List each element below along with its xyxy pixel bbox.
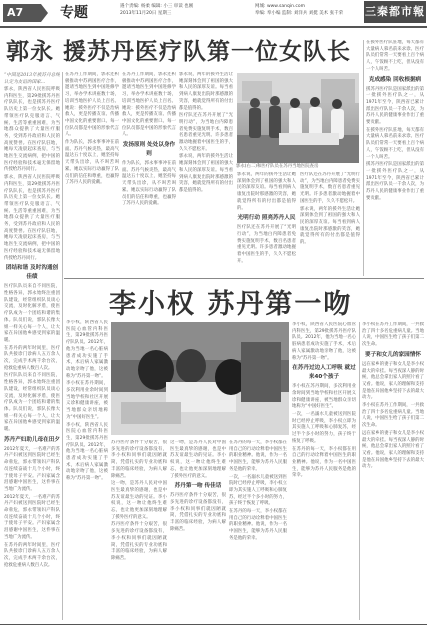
column-l-body2: 远在家乡的妻子和女儿是李小权最大的牵挂。每当夜深人静的时候，他总会拿出家人的照片看了又看。他说，家人的理解和支持是他在异国他乡坚持下去的最大动力。 [362,361,424,401]
photo-medical-team-image [237,73,359,163]
column-k-subhead: 在苏丹过边人工呼吸 就过来40个孩子 [292,365,356,381]
column-a-body2: 医疗队队员来自不同医院，性格各异，郭永始终注重团队建设，经常组织队员谈心交流，及时化解矛盾，使医疗队成为一个团结和谐的集体。队员们说，郭队长像大姐一样关心每一个人，让大家在异国他乡感受到家的温暖。 [4,284,60,343]
column-a-body: 郭永，陕西省人民医院呼吸内科医生，第29批援苏丹医疗队队长，也是援苏丹医疗队历史上第一位女队长。她带领医疗队克服语言、气候、生活等重重困难，为当地群众提供了大量医疗服务，受到苏丹政府和人民的高度赞誉。在医疗队驻地，她每天凌晨起床查房，与当地医生交流病例，把中国的医疗经验和技术毫无保留地传授给苏丹同行。 [4,87,60,173]
column-j-body2: 一次，一名溺水儿童被送到医院时已经停止呼吸，李小权立即为其实施人工呼吸和心肺复苏，经过半个多小时的努力，孩子终于恢复了呼吸。 [229,474,287,507]
column-a-subhead-2: 苏丹产妇助儿母在田夕 [4,436,60,443]
column-i-subhead: 苏丹第一吻 传佳话 [174,483,222,490]
column-g-body2: 李小权在苏丹期间，多次利用业余时间到当地学校和社区开展义诊和健康讲座，被当地群众亲切地称为“中国好医生”。 [66,381,108,420]
column-g-body: 李小权，陕西省人民医院心血管内科医生，第29批援苏丹医疗队队员。2012年，他为当地一名心脏病患者成功实施了手术，术后病人家属激动地亲吻了他，这被称为“苏丹第一吻”。 [66,320,108,379]
column-l-body4: 远在家乡的妻子和女儿是李小权最大的牵挂。每当夜深人静的时候，他总会拿出家人的照片看了又看。他说，家人的理解和支持是他在异国他乡坚持下去的最大动力。 [362,430,424,470]
column-f-subhead: 克成感染 回收根据病 [368,76,422,83]
column-b [65,72,119,276]
column-e-subhead: 光明行动 照亮苏丹人民 [237,215,296,222]
column-g-body3: 李小权，陕西省人民医院心血管内科医生，第29批援苏丹医疗队队员。2012年，他为当地一名心脏病患者成功实施了手术，术后病人家属激动地亲吻了他，这被称为“苏丹第一吻”。 [66,422,108,482]
column-a-body4: 2012年夏天，一名难产的苏丹产妇被送到医院时已经生命垂危，郭永带领妇产科队员连续奋战十几个小时，终于使母子平安。产妇家属含泪感谢中国医生，这件事在当地广为流传。 [4,446,60,492]
column-a-quote: “中国是2013年被苏丹总统认定为友谊的国家... [4,73,60,85]
column-c-body2: 作为队长，郭永事事冲在前面。苏丹气候炎热，最高气温达五十度以上，她坚持每天带头出诊，从不叫苦叫累。她以实际行动赢得了队员们的信任和尊重，也赢得了苏丹人民的爱戴。 [122,161,176,207]
column-d-body2: 医疗队还在苏丹开展了“光明行动”，为当地白内障患者免费实施复明手术，数百名患者重见光明。许多患者激动地握着中国医生的手，久久不愿松开。 [179,113,233,152]
section-title: 专题 [60,5,88,21]
photo-sudan-kiss [111,322,289,435]
column-k [292,322,356,620]
column-h-body: 苏丹医疗条件十分艰苦，很多先进的诊疗设备都没有，李小权和同事们就因陋就简，凭借扎实的专业功底和丰富的临床经验，为病人解除痛苦。 [111,440,167,479]
column-h-body2: 这一吻，是苏丹人民对中国医生最真挚的感谢，也是中苏友谊最生动的见证。李小权说，这一吻让他终生难忘，也让他更加深刻地理解了援外医疗的意义。 [111,481,167,520]
column-c-body: 在苏丹工作期间，郭永还积极推动中苏两国医疗合作，邀请当地医生到中国进修学习，举办学术讲座数十场，培训当地医护人员上百名。她说：援外医疗不仅是治病救人，更是传播友谊、传播中国文化的重要窗口。每一位队员都是中国的形象代言人。 [122,72,176,138]
column-a-body3: 在苏丹的两年时间里，医疗队共接诊门诊病人五万余人次，完成手术两千余台次，抢救危重病人数百人次。 [4,345,60,371]
divider [359,322,360,620]
column-a-subhead: 团结和谐 及时沟通创佳绩 [5,265,59,281]
column-j-body: 在苏丹的每一天，李小权都在用自己的行动诠释着中国医生的职业精神。他说，作为一名中国医生，能够为苏丹人民服务是他的荣幸。 [229,440,287,472]
column-k-body3: 一次，一名溺水儿童被送到医院时已经停止呼吸，李小权立即为其实施人工呼吸和心肺复苏，经过半个多小时的努力，孩子终于恢复了呼吸。 [292,412,356,444]
divider [363,40,364,276]
column-l [362,322,424,620]
column-f-body4: 援苏丹医疗队是国家派出的第一批援外医疗队之一，从1971年至今，陕西省已累计派出医疗队员一千余人次，为苏丹人民的健康事业作出了重要贡献。 [366,162,424,201]
photo-medical-team [237,73,359,163]
photo-medical-team-caption: 郭永(右二)和医疗队员在苏丹当地医院查房 [236,164,319,169]
column-a-body3-cont: 在苏丹的两年时间里，医疗队共接诊门诊病人五万余人次，完成手术两千余台次，抢救危重病人数百人次。 [4,542,60,568]
column-a [4,72,60,620]
page-number: A7 [3,4,41,22]
column-f-body3: 在援外医疗队驻地，每天都有大量病人慕名前来求诊。医疗队员们常常一天要看上百个病人，午饭顾不上吃，但从没有一个人叫苦。 [366,127,424,160]
header-rule [0,26,427,28]
column-g [66,320,108,620]
column-d [179,72,233,276]
footer-rule [0,624,427,625]
column-c [122,72,176,276]
column-f-body2: 援苏丹医疗队是国家派出的第一批援外医疗队之一，从1971年至今，陕西省已累计派出医疗队员一千余人次，为苏丹人民的健康事业作出了重要贡献。 [366,86,424,126]
column-d-body: 郭永说，两年的援外生活让她深刻体会到了祖国的强大和人民的深厚友谊。每当看到病人康复出院时那感激的笑容，她就觉得所有的付出都是值得的。 [179,72,233,111]
column-c-subhead: 发扬原则 处处以身作则 [122,142,176,158]
column-d-body3: 郭永说，两年的援外生活让她深刻体会到了祖国的强大和人民的深厚友谊。每当看到病人康复出院时那感激的笑容，她就觉得所有的付出都是值得的。 [179,154,233,193]
column-k-body2: 李小权在苏丹期间，多次利用业余时间到当地学校和社区开展义诊和健康讲座，被当地群众亲切地称为“中国好医生”。 [292,384,356,410]
column-i-body: 这一吻，是苏丹人民对中国医生最真挚的感谢，也是中苏友谊最生动的见证。李小权说，这一吻让他终生难忘，也让他更加深刻地理解了援外医疗的意义。 [170,440,226,479]
photo-sudan-kiss-image [111,322,289,435]
column-j [229,440,287,620]
column-e2-body: 医疗队还在苏丹开展了“光明行动”，为当地白内障患者免费实施复明手术，数百名患者重见光明。许多患者激动地握着中国医生的手，久久不愿松开。 [300,172,360,204]
headline-top: 郭永 援苏丹医疗队第一位女队长 [6,39,352,65]
column-e-body2: 医疗队还在苏丹开展了“光明行动”，为当地白内障患者免费实施复明手术，数百名患者重见光明。许多患者激动地握着中国医生的手，久久不愿松开。 [237,225,296,264]
column-e2 [300,172,360,276]
column-i-body2: 苏丹医疗条件十分艰苦，很多先进的诊疗设备都没有，李小权和同事们就因陋就简，凭借扎实的专业功底和丰富的临床经验，为病人解除痛苦。 [170,493,226,532]
column-a-body-cont: 郭永，陕西省人民医院呼吸内科医生，第29批援苏丹医疗队队长，也是援苏丹医疗队历史上第一位女队长。她带领医疗队克服语言、气候、生活等重重困难，为当地群众提供了大量医疗服务，受到苏丹政府和人民的高度赞誉。在医疗队驻地，她每天凌晨起床查房，与当地医生交流病例，把中国的医疗经验和技术毫无保留地传授给苏丹同行。 [4,175,60,261]
column-e-body: 郭永说，两年的援外生活让她深刻体会到了祖国的强大和人民的深厚友谊。每当看到病人康复出院时那感激的笑容，她就觉得所有的付出都是值得的。 [237,172,296,211]
section-separator [64,278,424,279]
column-j-body3: 在苏丹的每一天，李小权都在用自己的行动诠释着中国医生的职业精神。他说，作为一名中国医生，能够为苏丹人民服务是他的荣幸。 [229,509,287,541]
column-l-body: 李小权在苏丹工作期间，一共救治了四十多名危重病儿童。当地人说，中国医生给了孩子们第二次生命。 [362,322,424,348]
column-b-body-cont: 作为队长，郭永事事冲在前面。苏丹气候炎热，最高气温达五十度以上，她坚持每天带头出诊，从不叫苦叫累。她以实际行动赢得了队员们的信任和尊重，也赢得了苏丹人民的爱戴。 [65,140,119,186]
header-meta-right [255,3,363,17]
column-a-body2-cont: 医疗队队员来自不同医院，性格各异，郭永始终注重团队建设，经常组织队员谈心交流，及时化解矛盾，使医疗队成为一个团结和谐的集体。队员们说，郭队长像大姐一样关心每一个人，让大家在异国他乡感受到家的温暖。 [4,373,60,433]
meta-date: 2013年11月20日 星期三 [120,11,172,16]
column-h-body3: 苏丹医疗条件十分艰苦，很多先进的诊疗设备都没有，李小权和同事们就因陋就简，凭借扎实的专业功底和丰富的临床经验，为病人解除痛苦。 [111,522,167,561]
meta-website: 网城: www.sanqin.com [255,4,305,9]
headline-mid: 李小权 苏丹第一吻 [109,289,353,320]
divider [62,72,63,620]
meta-editors: 遇个责编: 杨柔 编辑: 小三 审读 也刚 [120,4,194,9]
column-f-body: 在援外医疗队驻地，每天都有大量病人慕名前来求诊。医疗队员们常常一天要看上百个病人，午饭顾不上吃，但从没有一个人叫苦。 [366,40,424,72]
meta-staff: 奉编: 奉小编 监制: 刘洋兵 刘挺 美术 张千荣 [255,11,344,16]
column-e2-body2: 郭永说，两年的援外生活让她深刻体会到了祖国的强大和人民的深厚友谊。每当看到病人康复出院时那感激的笑容，她就觉得所有的付出都是值得的。 [300,206,360,246]
column-l-subhead: 要子和女儿的家园情怀 [365,351,421,358]
header-meta-left [120,3,220,17]
column-l-body3: 李小权在苏丹工作期间，一共救治了四十多名危重病儿童。当地人说，中国医生给了孩子们第二次生命。 [362,403,424,429]
column-k-body4: 在苏丹的每一天，李小权都在用自己的行动诠释着中国医生的职业精神。他说，作为一名中国医生，能够为苏丹人民服务是他的荣幸。 [292,446,356,479]
column-a-body4-cont: 2012年夏天，一名难产的苏丹产妇被送到医院时已经生命垂危，郭永带领妇产科队员连续奋战十几个小时，终于使母子平安。产妇家属含泪感谢中国医生，这件事在当地广为流传。 [4,494,60,540]
newspaper-logo: 三秦都市報 [364,1,426,23]
column-i [170,440,226,620]
column-b-body: 在苏丹工作期间，郭永还积极推动中苏两国医疗合作，邀请当地医生到中国进修学习，举办学术讲座数十场，培训当地医护人员上百名。她说：援外医疗不仅是治病救人，更是传播友谊、传播中国文化的重要窗口。每一位队员都是中国的形象代言人。 [65,72,119,138]
page-header [0,0,427,27]
column-e [237,172,296,276]
column-f [366,40,424,276]
column-k-body: 李小权，陕西省人民医院心血管内科医生，第29批援苏丹医疗队队员。2012年，他为当地一名心脏病患者成功实施了手术，术后病人家属激动地亲吻了他，这被称为“苏丹第一吻”。 [292,322,356,361]
column-h [111,440,167,620]
